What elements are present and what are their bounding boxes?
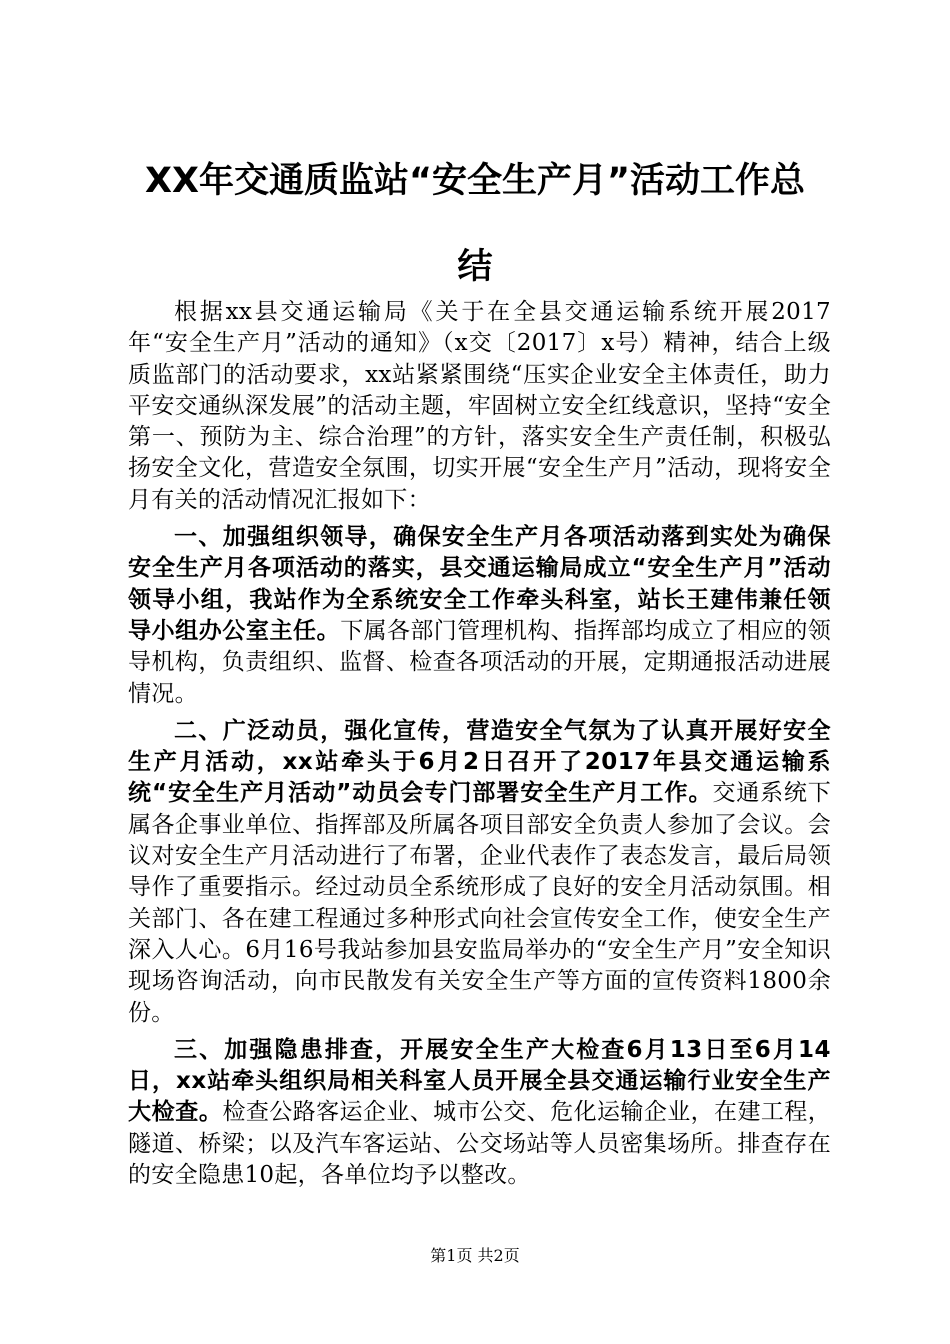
document-title-line-1: XX年交通质监站“安全生产月”活动工作总	[145, 161, 805, 201]
section-paragraph-3	[128, 1035, 831, 1191]
document-title-line-2: 结	[457, 247, 493, 287]
section-heading-3: 三、加强隐患排查，开展安全生产大检查6月13日至6月14日，xx站牵头组织局相关科室人员开展全县交通运输行业安全生产大检查。	[128, 1036, 831, 1126]
page-number-footer: 第1页 共2页	[430, 1246, 520, 1265]
section-body-1: 下属各部门管理机构、指挥部均成立了相应的领导机构，负责组织、监督、检查各项活动的开展，定期通报活动进展情况。	[128, 617, 831, 707]
document-body	[128, 297, 831, 1191]
section-heading-2: 二、广泛动员，强化宣传，营造安全气氛为了认真开展好安全生产月活动，xx站牵头于6月2日召开了2017年县交通运输系统“安全生产月活动”动员会专门部署安全生产月工作。	[128, 717, 831, 807]
section-body-3: 检查公路客运企业、城市公交、危化运输企业，在建工程，隧道、桥梁；以及汽车客运站、公交场站等人员密集场所。排查存在的安全隐患10起，各单位均予以整改。	[128, 1099, 832, 1189]
section-body-2: 交通系统下属各企事业单位、指挥部及所属各项目部安全负责人参加了会议。会议对安全生产月活动进行了布署，企业代表作了表态发言，最后局领导作了重要指示。经过动员全系统形成了良好的安全月活动氛围。相关部门、各在建工程通过多种形式向社会宣传安全工作，使安全生产深入人心。6月16号我站参加县安监局举办的“安全生产月”安全知识现场咨询活动，向市民散发有关安全生产等方面的宣传资料1800余份。	[128, 780, 832, 1026]
section-heading-1: 一、加强组织领导，确保安全生产月各项活动落到实处为确保安全生产月各项活动的落实，县交通运输局成立“安全生产月”活动领导小组，我站作为全系统安全工作牵头科室，站长王建伟兼任领导小组办公室主任。	[128, 524, 831, 644]
section-paragraph-1	[128, 522, 831, 710]
section-paragraph-2	[128, 716, 831, 1029]
intro-paragraph: 根据xx县交通运输局《关于在全县交通运输系统开展2017年“安全生产月”活动的通知》（x交〔2017〕x号）精神，结合上级质监部门的活动要求，xx站紧紧围绕“压实企业安全主体责任，助力平安交通纵深发展”的活动主题，牢固树立安全红线意识，坚持“安全第一、预防为主、综合治理”的方针，落实安全生产责任制，积极弘扬安全文化，营造安全氛围，切实开展“安全生产月”活动，现将安全月有关的活动情况汇报如下：	[128, 299, 831, 513]
